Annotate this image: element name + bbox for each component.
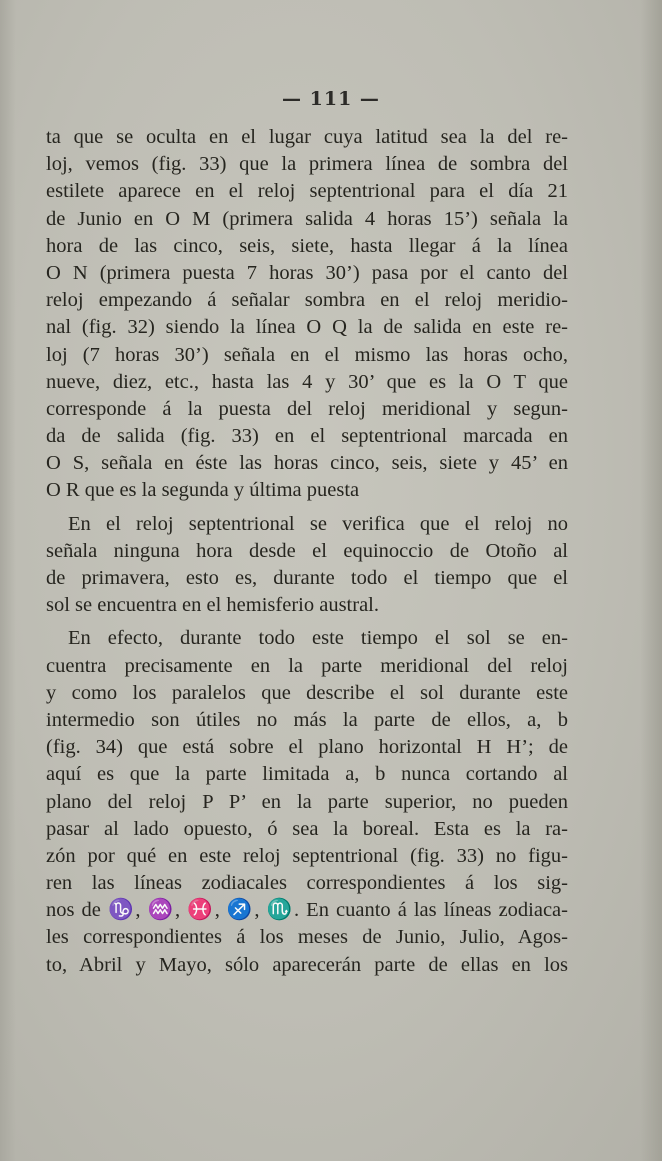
text-line: de primavera, esto es, durante todo el tiempo que el: [46, 567, 568, 589]
text-line: intermedio son útiles no más la parte de ellos, a, b: [46, 708, 568, 731]
text-line: les correspondientes á los meses de Junio, Julio, Agos-: [46, 926, 568, 949]
paragraph-3: [46, 625, 568, 978]
text-line: sol se encuentra en el hemisferio austral.: [46, 594, 379, 617]
text-line: nal (fig. 32) siendo la línea O Q la de salida en este re-: [46, 316, 568, 339]
text-line: plano del reloj P P’ en la parte superior, no pueden: [46, 790, 568, 813]
body-text: [46, 124, 568, 979]
text-line: pasar al lado opuesto, ó sea la boreal. Esta es la ra-: [46, 817, 568, 840]
text-line: (fig. 34) que está sobre el plano horizontal H H’; de: [46, 736, 568, 759]
text-line: da de salida (fig. 33) en el septentrional marcada en: [46, 425, 568, 448]
text-line: de Junio en O M (primera salida 4 horas 15’) señala la: [46, 207, 568, 230]
text-line: nos de ♑, ♒, ♓, ♐, ♏. En cuanto á las líneas zodiaca-: [46, 899, 568, 922]
text-line: cuentra precisamente en la parte meridional del reloj: [46, 654, 568, 677]
text-line: corresponde á la puesta del reloj meridional y segun-: [46, 397, 568, 420]
text-line: zón por qué en este reloj septentrional (fig. 33) no figu-: [46, 844, 568, 867]
text-line: loj, vemos (fig. 33) que la primera línea de sombra del: [46, 153, 568, 176]
paragraph-2: [46, 511, 568, 620]
paragraph-1: [46, 124, 568, 505]
text-line: En el reloj septentrional se verifica que el reloj no: [68, 512, 568, 535]
text-line: ren las líneas zodiacales correspondientes á los sig-: [46, 872, 568, 895]
text-line: to, Abril y Mayo, sólo aparecerán parte de ellas en los: [46, 953, 568, 976]
text-line: hora de las cinco, seis, siete, hasta llegar á la línea: [46, 234, 568, 257]
text-line: nueve, diez, etc., hasta las 4 y 30’ que es la O T que: [46, 370, 568, 393]
text-line: y como los paralelos que describe el sol durante este: [46, 681, 568, 704]
text-line: En efecto, durante todo este tiempo el sol se en-: [68, 627, 568, 650]
text-line: aquí es que la parte limitada a, b nunca cortando al: [46, 763, 568, 786]
page-number: — 111 —: [282, 88, 380, 110]
text-line: O R que es la segunda y última puesta: [46, 479, 360, 502]
text-line: O N (primera puesta 7 horas 30’) pasa por el canto del: [46, 261, 568, 284]
text-line: reloj empezando á señalar sombra en el reloj meridio-: [46, 289, 568, 312]
text-line: loj (7 horas 30’) señala en el mismo las horas ocho,: [46, 343, 568, 366]
text-line: señala ninguna hora desde el equinoccio de Otoño al: [46, 539, 568, 562]
text-line: estilete aparece en el reloj septentrional para el día 21: [46, 180, 568, 203]
text-line: ta que se oculta en el lugar cuya latitud sea la del re-: [46, 126, 568, 148]
text-line: O S, señala en éste las horas cinco, seis, siete y 45’ en: [46, 452, 568, 475]
